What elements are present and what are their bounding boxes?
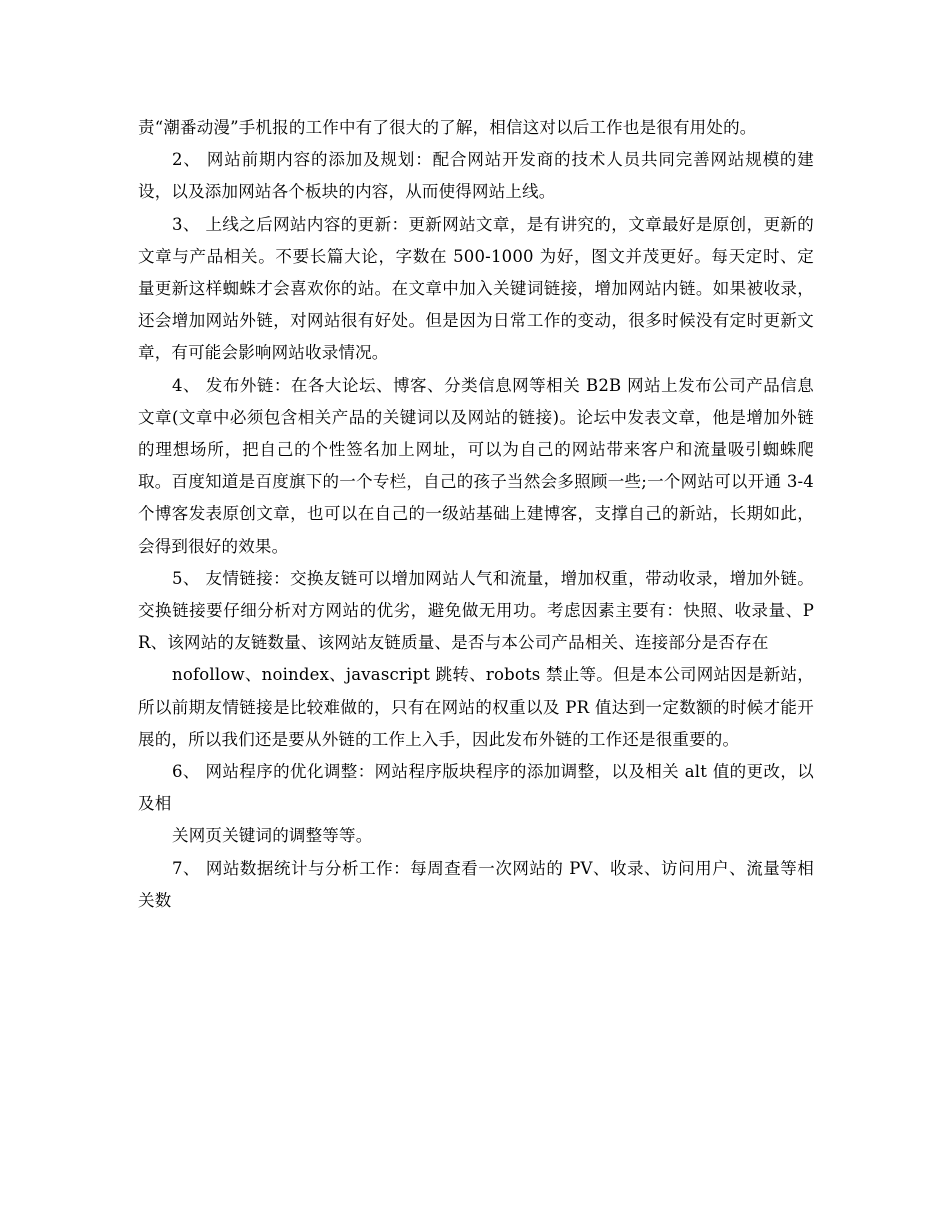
paragraph-item-3: 3、 上线之后网站内容的更新：更新网站文章，是有讲究的，文章最好是原创，更新的文章与产品相关。不要长篇大论，字数在 500-1000 为好，图文并茂更好。每天定时、定量更新这样蜘蛛才会喜欢你的站。在文章中加入关键词链接，增加网站内链。如果被收录，还会增加网站外链，对网站很有好处。但是因为日常工作的变动，很多时候没有定时更新文章，有可能会影响网站收录情况。 <box>138 214 814 363</box>
document-body <box>138 112 814 917</box>
paragraph-item-2: 2、 网站前期内容的添加及规划：配合网站开发商的技术人员共同完善网站规模的建设，以及添加网站各个板块的内容，从而使得网站上线。 <box>138 150 814 202</box>
paragraph-item-6: 6、 网站程序的优化调整：网站程序版块程序的添加调整，以及相关 alt 值的更改，以及相 <box>138 762 814 814</box>
paragraph-item-5-continuation: nofollow、noindex、javascript 跳转、robots 禁止等。但是本公司网站因是新站，所以前期友情链接是比较难做的，只有在网站的权重以及 PR 值达到一定数额的时候才能开展的，所以我们还是要从外链的工作上入手，因此发布外链的工作还是很重要的。 <box>138 665 814 749</box>
paragraph-item-5: 5、 友情链接：交换友链可以增加网站人气和流量，增加权重，带动收录，增加外链。交换链接要仔细分析对方网站的优劣，避免做无用功。考虑因素主要有：快照、收录量、PR、该网站的友链数量、该网站友链质量、是否与本公司产品相关、连接部分是否存在 <box>138 568 814 653</box>
paragraph-item-4: 4、 发布外链：在各大论坛、博客、分类信息网等相关 B2B 网站上发布公司产品信息文章(文章中必须包含相关产品的关键词以及网站的链接)。论坛中发表文章，他是增加外链的理想场所，把自己的个性签名加上网址，可以为自己的网站带来客户和流量吸引蜘蛛爬取。百度知道是百度旗下的一个专栏，自己的孩子当然会多照顾一些;一个网站可以开通 3-4 个博客发表原创文章，也可以在自己的一级站基础上建博客，支撑自己的新站，长期如此，会得到很好的效果。 <box>138 375 814 556</box>
paragraph-continuation: 责“潮番动漫”手机报的工作中有了很大的了解，相信这对以后工作也是很有用处的。 <box>138 118 757 137</box>
paragraph-item-6-continuation: 关网页关键词的调整等等。 <box>172 826 373 846</box>
paragraph-item-7: 7、 网站数据统计与分析工作：每周查看一次网站的 PV、收录、访问用户、流量等相关数 <box>138 858 814 910</box>
